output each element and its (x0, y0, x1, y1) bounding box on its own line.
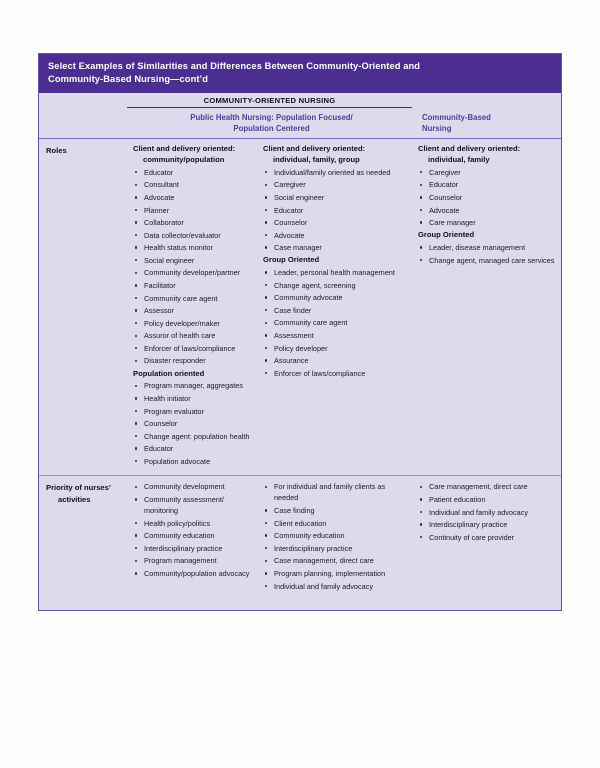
list-item: Change agent: population health (133, 431, 251, 442)
group-head-line-1: Client and delivery oriented: (263, 144, 366, 154)
list-item: Community care agent (133, 293, 251, 304)
list-item: Advocate (133, 192, 251, 203)
list-item: Leader, personal health management (263, 267, 406, 278)
public-health-nursing-line-2: Population Centered (233, 123, 310, 133)
list-item: Policy developer/maker (133, 318, 251, 329)
group-head (263, 144, 406, 166)
row-label-roles-line-1: Roles (46, 146, 67, 156)
bullet-list (418, 242, 555, 266)
list-item: Population advocate (133, 456, 251, 467)
list-item: Advocate (263, 230, 406, 241)
list-item: Leader, disease management (418, 242, 555, 253)
group-head-line-1: Client and delivery oriented: (133, 144, 236, 154)
list-item: Patient education (418, 494, 555, 505)
subheader-spacer (39, 108, 127, 139)
group-head (418, 144, 555, 166)
bullet-list (263, 267, 406, 379)
comparison-table (38, 53, 562, 611)
list-item: Case finder (263, 305, 406, 316)
list-item: Facilitator (133, 280, 251, 291)
group-head (418, 230, 555, 241)
table-bottom-padding (39, 600, 561, 610)
list-item: Community education (263, 530, 406, 541)
list-item: Educator (263, 205, 406, 216)
bullet-list (263, 481, 406, 591)
list-item: Educator (418, 179, 555, 190)
list-item: Case manager (263, 242, 406, 253)
list-item: Community assessment/ monitoring (133, 494, 251, 516)
table-row (39, 476, 561, 600)
list-item: Social engineer (263, 192, 406, 203)
roles-phn-population-cell (127, 139, 257, 475)
row-label-roles (39, 139, 127, 163)
bullet-list (418, 167, 555, 228)
group-head-line-1: Population oriented (133, 368, 205, 378)
list-item: Counselor (133, 418, 251, 429)
bullet-list (133, 380, 251, 467)
list-item: Community education (133, 530, 251, 541)
roles-community-based-cell (412, 139, 561, 274)
community-oriented-title: COMMUNITY-ORIENTED NURSING (203, 95, 336, 105)
list-item: Community care agent (263, 317, 406, 328)
group-head-line-2: individual, family (428, 155, 490, 165)
list-item: Health policy/politics (133, 518, 251, 529)
community-based-nursing-line-2: Nursing (422, 123, 452, 133)
list-item: Enforcer of laws/compliance (263, 368, 406, 379)
list-item: Community advocate (263, 292, 406, 303)
list-item: Community developer/partner (133, 267, 251, 278)
list-item: Educator (133, 167, 251, 178)
public-health-nursing-line-1: Public Health Nursing: Population Focused/ (190, 112, 353, 122)
spanning-header-spacer (39, 93, 127, 108)
group-head-line-2: individual, family, group (273, 155, 360, 165)
list-item: Planner (133, 205, 251, 216)
group-head-line-1: Group Oriented (418, 230, 475, 240)
roles-phn-individual-cell (257, 139, 412, 387)
header-bottom-rule (39, 138, 561, 139)
list-item: Data collector/evaluator (133, 230, 251, 241)
group-head-line-1: Client and delivery oriented: (418, 144, 521, 154)
public-health-nursing-subheader (127, 108, 416, 139)
row-label-priority-line-1: Priority of nurses’ (46, 483, 111, 493)
table-title-line-1: Select Examples of Similarities and Differences Between Community-Oriented and (48, 61, 421, 71)
list-item: Collaborator (133, 217, 251, 228)
list-item: Assessment (263, 330, 406, 341)
list-item: Continuity of care provider (418, 532, 555, 543)
list-item: Case management, direct care (263, 555, 406, 566)
list-item: Enforcer of laws/compliance (133, 343, 251, 354)
list-item: Health initiator (133, 393, 251, 404)
community-based-nursing-subheader (416, 108, 573, 139)
list-item: Social engineer (133, 255, 251, 266)
list-item: Change agent, managed care services (418, 255, 555, 266)
group-head (133, 369, 251, 380)
list-item: Client education (263, 518, 406, 529)
list-item: For individual and family clients as needed (263, 481, 406, 503)
list-item: Program planning, implementation (263, 568, 406, 579)
bullet-list (263, 167, 406, 254)
group-head (263, 255, 406, 266)
list-item: Policy developer (263, 343, 406, 354)
table-title-banner (39, 54, 561, 93)
list-item: Counselor (263, 217, 406, 228)
group-head-line-1: Group Oriented (263, 255, 320, 265)
list-item: Case finding (263, 505, 406, 516)
list-item: Change agent, screening (263, 280, 406, 291)
list-item: Individual/family oriented as needed (263, 167, 406, 178)
community-based-nursing-line-1: Community-Based (422, 112, 491, 122)
list-item: Individual and family advocacy (418, 507, 555, 518)
list-item: Caregiver (263, 179, 406, 190)
list-item: Assuror of health care (133, 330, 251, 341)
bullet-list (133, 167, 251, 367)
group-head-line-2: community/population (143, 155, 225, 165)
list-item: Community development (133, 481, 251, 492)
list-item: Interdisciplinary practice (418, 519, 555, 530)
table-row (39, 139, 561, 475)
bullet-list (133, 481, 251, 579)
community-oriented-group-header (127, 93, 412, 108)
row-label-priority-line-2: activities (58, 494, 91, 504)
list-item: Assessor (133, 305, 251, 316)
list-item: Care management, direct care (418, 481, 555, 492)
row-label-priority-activities (39, 476, 127, 512)
list-item: Assurance (263, 355, 406, 366)
table-title-line-2: Community-Based Nursing—cont’d (48, 73, 209, 84)
list-item: Advocate (418, 205, 555, 216)
list-item: Consultant (133, 179, 251, 190)
list-item: Educator (133, 443, 251, 454)
list-item: Interdisciplinary practice (263, 543, 406, 554)
priority-phn-population-cell (127, 476, 257, 587)
spanning-header-row (39, 93, 561, 108)
list-item: Interdisciplinary practice (133, 543, 251, 554)
list-item: Individual and family advocacy (263, 581, 406, 592)
subheader-row (39, 108, 561, 139)
priority-community-based-cell (412, 476, 561, 551)
list-item: Counselor (418, 192, 555, 203)
list-item: Health status monitor (133, 242, 251, 253)
list-item: Program management (133, 555, 251, 566)
list-item: Program manager, aggregates (133, 380, 251, 391)
list-item: Community/population advocacy (133, 568, 251, 579)
list-item: Program evaluator (133, 406, 251, 417)
list-item: Caregiver (418, 167, 555, 178)
table-column-headers (39, 93, 561, 140)
bullet-list (418, 481, 555, 542)
list-item: Care manager (418, 217, 555, 228)
spanning-header-spacer-right (412, 93, 561, 108)
priority-phn-individual-cell (257, 476, 412, 600)
list-item: Disaster responder (133, 355, 251, 366)
group-head (133, 144, 251, 166)
